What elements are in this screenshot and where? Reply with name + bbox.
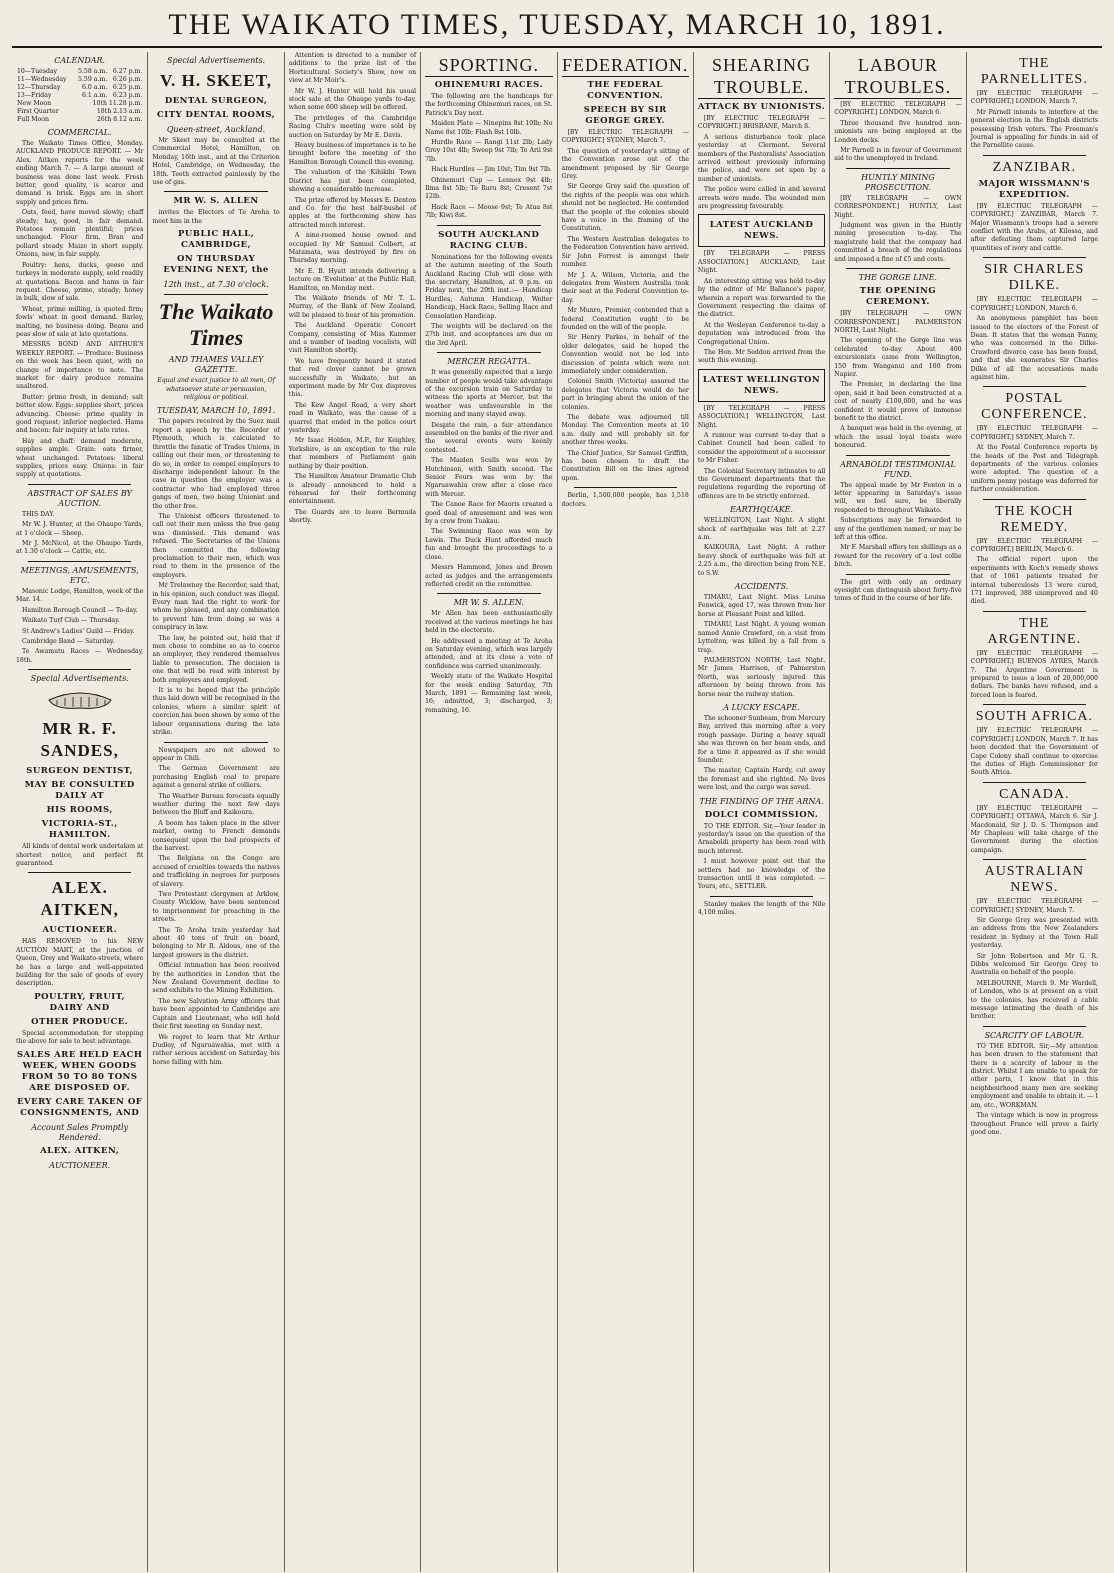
scarcity-heading: SCARCITY OF LABOUR. bbox=[984, 1030, 1085, 1040]
huntly-paragraph: [BY TELEGRAPH — OWN CORRESPONDENT.] HUNTLY, Last Night. bbox=[834, 194, 962, 219]
federation-sub1: THE FEDERAL CONVENTION. bbox=[587, 80, 664, 101]
postal-heading: POSTAL CONFERENCE. bbox=[981, 391, 1088, 423]
handicap-item: The following are the handicaps for the forthcoming Ohinemuri races, on St. Patrick's Day next. bbox=[425, 93, 553, 117]
column-8 bbox=[967, 52, 1102, 1572]
allen-notice-venue: PUBLIC HALL, CAMBRIDGE, bbox=[177, 229, 255, 251]
escape-text bbox=[698, 715, 825, 793]
shearing-heading: SHEARING TROUBLE. bbox=[698, 54, 825, 99]
skeet-text: Mr Skeet may be consulted at the Commercial Hotel, Hamilton, on Monday, 16th inst., and at the Criterion Hotel, Cambridge, on Wednesday, the 18th. Teeth extracted painlessly by the use of gas. bbox=[152, 137, 280, 187]
moon-row-cell: First Quarter bbox=[17, 108, 59, 115]
wellington-news-box bbox=[698, 369, 825, 402]
aitken-accounts: Account Sales Promptly Rendered. bbox=[31, 1122, 129, 1142]
special-ads-heading-2: Special Advertisements. bbox=[166, 56, 266, 65]
arnaboldi-text bbox=[834, 482, 961, 570]
shearing-text bbox=[698, 134, 825, 212]
federation-paragraph: Mr J. A. Wilson, Victoria, and the delegates from Western Australia took their seat at the Federal Convention to-day. bbox=[561, 271, 689, 304]
parnellites-heading: THE PARNELLITES. bbox=[980, 56, 1088, 87]
auckland-news-heading: LATEST AUCKLAND NEWS. bbox=[709, 220, 814, 242]
escape-heading: A LUCKY ESCAPE. bbox=[723, 702, 800, 712]
aitken-sign-name: ALEX. AITKEN, bbox=[40, 1145, 120, 1156]
district-brief: The Waikato friends of Mr T. L. Murray, of the Bank of New Zealand, will be pleased to hear of his promotion. bbox=[288, 294, 417, 319]
south-africa-heading: SOUTH AFRICA. bbox=[975, 709, 1093, 725]
column-5 bbox=[558, 52, 694, 1572]
news-briefs bbox=[152, 747, 279, 1068]
commercial-paragraph: Poultry: hens, ducks, geese and turkeys in moderate supply, sold readily at quotations. Bacon and hams in fair request. Cheese, prime, steady; honey in bulk, slow of sale. bbox=[16, 261, 144, 303]
arnaboldi-heading: ARNABOLDI TESTIMONIAL FUND. bbox=[840, 459, 956, 479]
district-brief: A nine-roomed house owned and occupied by Mr Samuel Colbert, at Matamata, was destroyed by fire on Thursday morning. bbox=[288, 232, 417, 265]
dilke-heading: SIR CHARLES DILKE. bbox=[984, 262, 1085, 294]
aitken-sign-role: AUCTIONEER. bbox=[49, 1160, 111, 1170]
australian-news-heading: AUSTRALIAN NEWS. bbox=[984, 864, 1085, 896]
meetings-list bbox=[16, 588, 143, 665]
canada-text: [BY ELECTRIC TELEGRAPH — COPYRIGHT.] OTTAWA, March 6. Sir J. Macdonald, Sir J. D. S. Thompson and Mr Chapleau will take charge of the Government during the election campaign. bbox=[970, 804, 1098, 854]
postal-dateline: [BY ELECTRIC TELEGRAPH — COPYRIGHT.] SYDNEY, March 7. bbox=[970, 425, 1098, 441]
accident-paragraph: TIMARU, Last Night. Miss Louisa Fenwick, aged 17, was thrown from her horse at Pleasant Point and killed. bbox=[697, 594, 826, 618]
allen-paragraph: He addressed a meeting at Te Aroha on Saturday evening, which was largely attended, and at its close a vote of confidence was carried unanimously. bbox=[425, 637, 553, 670]
wellington-news-heading: LATEST WELLINGTON NEWS. bbox=[702, 374, 821, 396]
canada-heading: CANADA. bbox=[999, 786, 1070, 802]
gorge-heading: THE GORGE LINE. bbox=[858, 273, 938, 283]
mercer-paragraph: The Canoe Race for Maoris created a good deal of amusement and was won by a crew from Tuakau. bbox=[425, 501, 553, 526]
dentist-note: All kinds of dental work undertaken at shortest notice, and perfect fit guaranteed. bbox=[16, 843, 144, 867]
dilke-dateline: [BY ELECTRIC TELEGRAPH — COPYRIGHT.] LONDON, March 6. bbox=[970, 296, 1098, 312]
huntly-heading: HUNTLY MINING PROSECUTION. bbox=[861, 172, 935, 192]
accidents-text bbox=[698, 594, 825, 699]
ohinemuri-handicaps bbox=[425, 93, 552, 221]
editorial-paragraph: The Unionist officers threatened to call out their men unless the free gang was dismissed. This demand was refused. The Secretaries of the Unions then committed the following proclamation to their men, which was read to them in the presence of the employers. bbox=[152, 512, 280, 579]
commercial-paragraph: The Waikato Times Office, Monday. AUCKLAND PRODUCE REPORT. — Mr Alex. Aitken reports for the week ending March 7. — A large amount of business was done last week. Fresh butter, good quality, is scarce and demand is brisk. Eggs are in short supply and prices firm. bbox=[16, 140, 144, 206]
moon-row-cell: 10th 11.28 p.m. bbox=[92, 100, 143, 107]
racing-paragraph: Nominations for the following events at the autumn meeting of the South Auckland Racing Club will close with the secretary, Hamilton, at 9 p.m. on Friday next, the 20th inst.:— Handicap Hurdles, Autumn Handicap, Welter Handicap, Hack Race, Selling Race and Consolation Handicap. bbox=[425, 253, 553, 320]
calendar-row-cell: 6.23 p.m. bbox=[112, 92, 143, 99]
aitken-produce-1: POULTRY, FRUIT, DAIRY AND bbox=[34, 991, 126, 1013]
australian-paragraph: Sir George Grey was presented with an address from the New Zealanders resident in Sydney at the Town Hall yesterday. bbox=[970, 916, 1098, 950]
labour-dateline: [BY ELECTRIC TELEGRAPH — COPYRIGHT.] LONDON, March 6. bbox=[834, 101, 962, 117]
ohinemuri-heading: OHINEMURI RACES. bbox=[434, 80, 543, 90]
zanzibar-text: [BY ELECTRIC TELEGRAPH — COPYRIGHT.] ZANZIBAR, March 7. Major Wissmann's troops had a severe conflict with the Arabs, at Kilossa, and after defeating them captured large quantities of ivory and cattle. bbox=[970, 202, 1098, 252]
calendar-row bbox=[16, 84, 143, 92]
commercial-paragraph: Butter: prime fresh, in demand; salt butter slow. Eggs: supplies short, prices advancing. Cheese: prime quality in good request; inferior neglected. Hams and bacon: fair inquiry at late rates. bbox=[16, 393, 144, 435]
news-brief: A boom has taken place in the silver market, owing to French demands consequent upon the bad prospects of the harvest. bbox=[152, 819, 280, 852]
district-brief: The privileges of the Cambridge Racing Club's meeting were sold by auction on Saturday by Mr E. Davis. bbox=[288, 114, 417, 139]
editorial-paragraph: It is to be hoped that the principle thus laid down will be recognised in the colonies, where a similar spirit of coercion has been shown by some of the labour organisations during the late strike. bbox=[152, 687, 280, 737]
labour-heading: LABOUR TROUBLES. bbox=[834, 54, 961, 99]
meeting-item: Cambridge Band — Saturday. bbox=[22, 637, 115, 645]
allen-text bbox=[425, 610, 552, 715]
allen-paragraph: Mr Allen has been enthusiastically received at the various meetings he has held in the electorate. bbox=[425, 610, 553, 635]
calendar-row-cell: 12—Thursday bbox=[17, 84, 61, 91]
district-brief: We have frequently heard it stated that red clover cannot be grown successfully in Waikato, but an experiment made by Mr Cox disproves this. bbox=[288, 357, 417, 399]
abstract-item: Mr J. McNicol, at the Ohaupo Yards, at 1.30 o'clock — Cattle, etc. bbox=[16, 540, 144, 556]
district-briefs bbox=[289, 52, 416, 526]
auckland-paragraph: An interesting sitting was held to-day by the editor of Mr Ballance's paper, wherein a report was forwarded to the Government respecting the claims of the district. bbox=[697, 277, 826, 319]
escape-paragraph: The schooner Sunbeam, from Mercury Bay, arrived this morning after a very rough passage. During a heavy squall she was thrown on her beam ends, and for a time it appeared as if she would founder. bbox=[697, 714, 826, 764]
federation-text bbox=[562, 148, 689, 483]
zanzibar-sub: MAJOR WISSMANN'S EXPEDITION. bbox=[978, 178, 1090, 200]
eyesight-footer: The girl with only an ordinary eyesight can distinguish about forty-five tones of fluid in the course of her life. bbox=[834, 578, 962, 603]
federation-paragraph: The question of yesterday's sitting of the Convention arose out of the amendment proposed by Sir George Grey. bbox=[561, 147, 689, 181]
district-brief: The Auckland Operatic Concert Company, consisting of Miss Kummer and a number of leading vocalists, will visit Hamilton shortly. bbox=[288, 322, 417, 355]
meetings-heading: MEETINGS, AMUSEMENTS, ETC. bbox=[20, 565, 139, 585]
mercer-paragraph: Messrs Hammond, Jones and Brown acted as judges and the arrangements reflected credit on the committee. bbox=[425, 564, 553, 588]
moon-table bbox=[16, 100, 143, 124]
federation-paragraph: Colonel Smith (Victoria) assured the delegates that Victoria would do her part in bringing about the union of the colonies. bbox=[561, 378, 689, 411]
mercer-paragraph: The Swimming Race was won by Lewis. The Duck Hunt afforded much fun and brought the proceedings to a close. bbox=[425, 528, 553, 561]
handicap-item: Hurdle Race — Rangi 11st 2lb; Lady Grey 10st 4lb; Sweep 9st 7lb; Te Arii 9st 7lb. bbox=[425, 139, 553, 163]
dentist-title: SURGEON DENTIST, bbox=[26, 766, 134, 777]
gorge-paragraph: [BY TELEGRAPH — OWN CORRESPONDENT.] PALMERSTON NORTH, Last Night. bbox=[834, 310, 962, 334]
koch-heading: THE KOCH REMEDY. bbox=[995, 503, 1074, 535]
news-brief: The Weather Bureau forecasts equally weather during the next few days between the Bluff and Kaikoura. bbox=[152, 792, 280, 817]
auckland-news-text bbox=[698, 278, 825, 366]
news-brief: Two Protestant clergymen at Arklow, County Wicklow, have been sentenced to imprisonment for preaching in the streets. bbox=[152, 891, 280, 924]
commercial-heading: COMMERCIAL. bbox=[47, 128, 112, 137]
abstract-heading: ABSTRACT OF SALES BY AUCTION. bbox=[27, 488, 132, 508]
district-brief: The valuation of the Kihikihi Town District has just been completed, showing a considerable increase. bbox=[288, 169, 417, 194]
wellington-paragraph: A rumour was current to-day that a Cabinet Council had been called to consider the appointment of a successor to Mr Fisher. bbox=[697, 431, 826, 465]
editorial bbox=[152, 418, 279, 737]
argentine-text: [BY ELECTRIC TELEGRAPH — COPYRIGHT.] BUENOS AYRES, March 7. The Argentine Government is prepared to issue a loan of 20,000,000 dollars. The banks have refused, and a forced loan is feared. bbox=[970, 649, 1098, 699]
wellington-paragraph: The Colonial Secretary intimates to all the Government departments that the regulations regarding the reporting of offences are to be strictly enforced. bbox=[697, 467, 826, 500]
arna-sub: DOLCI COMMISSION. bbox=[704, 809, 819, 820]
calendar-row-cell: 6.0 a.m. bbox=[81, 84, 108, 91]
parnellites-dateline: [BY ELECTRIC TELEGRAPH — COPYRIGHT.] LONDON, March 7. bbox=[970, 90, 1098, 106]
federation-paragraph: Mr Munro, Premier, contended that a federal Constitution ought to be founded on the will of the people. bbox=[561, 307, 689, 331]
australian-paragraph: MELBOURNE, March 9. Mr Wardell, of London, who is at present on a visit to the colonies, has received a cable message intimating the death of his brother. bbox=[970, 979, 1098, 1021]
skeet-title: DENTAL SURGEON, bbox=[164, 96, 268, 106]
calendar-row-cell: 10—Tuesday bbox=[17, 68, 58, 75]
scarcity-text bbox=[971, 1043, 1098, 1137]
shearing-paragraph: A serious disturbance took place yesterday at Clermont. Several members of the Pastoralists' Association arrived without previously informing the police, and were set upon by a number of unionists. bbox=[697, 133, 826, 183]
allen-notice-text: invites the Electors of Te Aroha to meet him in the bbox=[152, 209, 280, 225]
calendar-row-cell: 6.25 p.m. bbox=[112, 84, 143, 91]
federation-dateline: [BY ELECTRIC TELEGRAPH — COPYRIGHT.] SYDNEY, March 7. bbox=[561, 129, 689, 145]
meeting-item: St Andrew's Ladies' Guild — Friday. bbox=[22, 627, 135, 635]
calendar-row bbox=[16, 92, 143, 100]
column-7 bbox=[830, 52, 966, 1572]
sporting-heading: SPORTING. bbox=[425, 54, 552, 77]
auckland-paragraph: At the Wesleyan Conference to-day a deputation was introduced from the Congregational Union. bbox=[697, 321, 826, 346]
arna-text bbox=[698, 823, 825, 892]
moon-row-cell: 26th 8.12 a.m. bbox=[96, 116, 143, 123]
postal-text: At the Postal Conference reports by the heads of the Post and Telegraph departments of the various colonies were adopted. The question of a uniform penny postage was deferred for further consideration. bbox=[970, 444, 1098, 494]
calendar-row-cell: 6.27 p.m. bbox=[112, 68, 143, 75]
south-africa-text: [BY ELECTRIC TELEGRAPH — COPYRIGHT.] LONDON, March 7. It has been decided that the Government of Cape Colony shall continue to exercise the duties of High Commissioner for South Africa. bbox=[970, 727, 1098, 777]
commercial-paragraph: MESSRS BOND AND ARTHUR'S WEEKLY REPORT. — Produce: Business on the week has been quiet, with no change of importance to note. The market for dairy produce remains unaltered. bbox=[16, 341, 144, 391]
district-brief: Mr E. B. Hyatt intends delivering a lecture on 'Evolution' at the Public Hall, Hamilton, on Monday next. bbox=[288, 267, 417, 292]
special-ads-heading: Special Advertisements. bbox=[30, 674, 129, 684]
federation-footer: Berlin, 1,500,000 people, has 1,518 doctors. bbox=[561, 492, 689, 508]
calendar-row-cell: 6.26 p.m. bbox=[112, 76, 143, 83]
news-brief: Newspapers are not allowed to appear in Chili. bbox=[152, 746, 280, 762]
commercial-report bbox=[16, 140, 143, 480]
federation-sub2: SPEECH BY SIR GEORGE GREY. bbox=[583, 105, 667, 126]
aitken-name: ALEX. AITKEN, bbox=[40, 878, 119, 920]
column-6 bbox=[694, 52, 830, 1572]
arnaboldi-paragraph: The appeal made by Mr Fenton in a letter appearing in Saturday's issue will, we feel sure, be liberally responded to throughout Waikato. bbox=[834, 481, 962, 514]
calendar-row-cell: 6.1 a.m. bbox=[81, 92, 108, 99]
huntly-paragraph: Judgment was given in the Huntly mining prosecution to-day. The magistrate held that the company had committed a breach of the regulations and imposed a fine of £5 and costs. bbox=[834, 222, 962, 263]
federation-paragraph: Sir Henry Parkes, in behalf of the older delegates, said he hoped the Convention would not be led into discussion of points which were not immediately under consideration. bbox=[561, 334, 689, 375]
meeting-item: Masonic Lodge, Hamilton, week of the Mar. 14. bbox=[16, 587, 144, 604]
scarcity-paragraph: TO THE EDITOR. Sir,—My attention has been drawn to the statement that there is a scarcity of labour in the district. Whilst I am unable to speak for other parts, I know that in this neighbourhood many men are seeking employment and unable to obtain it. — I am, etc., WORKMAN. bbox=[970, 1042, 1098, 1109]
dentist-address: VICTORIA-ST., HAMILTON. bbox=[41, 819, 118, 841]
allen-paragraph: Weekly state of the Waikato Hospital for the week ending Saturday, 7th March, 1891 — Remaining last week, 16; admitted, 3; discharged, 3; remaining, 16. bbox=[425, 673, 553, 714]
editorial-dateline: TUESDAY, MARCH 10, 1891. bbox=[156, 406, 276, 416]
paper-title: The Waikato Times bbox=[158, 299, 274, 351]
district-brief: Attention is directed to a number of additions to the prize list of the Horticultural Society's Show, now on view at Mr Moir's. bbox=[288, 52, 417, 85]
gorge-text bbox=[834, 310, 961, 451]
labour-text bbox=[834, 120, 961, 164]
shearing-dateline: [BY ELECTRIC TELEGRAPH — COPYRIGHT.] BRISBANE, March 8. bbox=[697, 115, 826, 131]
handicap-item: Ohinemuri Cup — Lennox 9st 4lb; Ilma 8st 5lb; Te Ruru 8st; Cresent 7st 12lb. bbox=[425, 176, 553, 201]
escape-paragraph: The master, Captain Hardy, cut away the foremast and she righted. No lives were lost, and the cargo was saved. bbox=[697, 767, 826, 792]
dentures-icon bbox=[45, 688, 115, 714]
wellington-news-text bbox=[698, 432, 825, 501]
commercial-paragraph: Oats, feed, have moved slowly; chaff steady; hay, good, in fair demand. Potatoes remain plentiful; prices unchanged. Flour firm. Bran and pollard steady. Maize in short supply. Onions, new, in fair supply. bbox=[16, 209, 144, 259]
zanzibar-heading: ZANZIBAR. bbox=[992, 159, 1076, 175]
meeting-item: Te Awamutu Races — Wednesday, 18th. bbox=[16, 648, 144, 664]
allen-notice-time: 12th inst., at 7.30 o'clock. bbox=[163, 280, 269, 290]
column-1 bbox=[12, 52, 148, 1572]
handicap-item: Hack Hurdles — Jim 10st; Tim 9st 7lb. bbox=[431, 166, 552, 174]
mercer-paragraph: It was generally expected that a large number of people would take advantage of the excursion train on Saturday to witness the sports at Mercer, but the weather was unfavourable in the morning and many stayed away. bbox=[425, 369, 553, 419]
arnaboldi-paragraph: Mr F. Marshall offers ten shillings as a reward for the recovery of a lost collie bitch. bbox=[834, 544, 962, 569]
news-brief: The new Salvation Army officers that have been appointed to Cambridge are Captain and Lieutenant, who will hold their first meeting on Sunday next. bbox=[152, 997, 280, 1031]
skeet-address: Queen-street, Auckland. bbox=[166, 125, 266, 134]
accidents-heading: ACCIDENTS. bbox=[734, 582, 789, 592]
south-auckland-text bbox=[425, 254, 552, 348]
calendar-row-cell: 5.59 a.m. bbox=[78, 76, 108, 83]
koch-text: The official report upon the experiments with Koch's remedy shows that of 1061 patients treated for internal tuberculosis 13 were cured, 171 improved, 388 unimproved and 40 died. bbox=[970, 556, 1098, 606]
news-brief: The Belgians on the Congo are accused of cruelties towards the natives and trafficking in negroes for purposes of slavery. bbox=[152, 855, 280, 888]
district-brief: The Hamilton Amateur Dramatic Club is already announced to hold a rehearsal for their forthcoming entertainment. bbox=[288, 473, 417, 506]
skeet-name: V. H. SKEET, bbox=[160, 71, 273, 90]
meeting-item: Hamilton Borough Council — To-day. bbox=[22, 606, 138, 614]
district-brief: The prize offered by Messrs E. Denton and Co. for the best half-bushel of apples at the forthcoming show has attracted much interest. bbox=[288, 196, 417, 229]
federation-paragraph: The Western Australian delegates to the Federation Convention have arrived. Sir John Forrest is amongst their number. bbox=[561, 235, 689, 269]
gorge-paragraph: The Premier, in declaring the line open, said it had been constructed at a cost of nearly £100,000, and he was confident it would prove of immense benefit to the district. bbox=[834, 381, 962, 422]
racing-paragraph: The weights will be declared on the 27th inst. and acceptances are due on the 3rd April. bbox=[425, 322, 553, 347]
calendar-row bbox=[16, 68, 143, 76]
calendar-row-cell: 11—Wednesday bbox=[17, 76, 67, 83]
abstract-item: THIS DAY. bbox=[22, 510, 55, 518]
abstract-item: Mr W. J. Hunter, at the Ohaupo Yards, at 1 o'clock — Sheep. bbox=[16, 521, 144, 537]
district-brief: The Guards are to leave Bermuda shortly. bbox=[288, 508, 417, 525]
column-4 bbox=[421, 52, 557, 1572]
mercer-paragraph: Despite the rain, a fair attendance assembled on the banks of the river and the several events were keenly contested. bbox=[425, 421, 553, 454]
dentist-consult: MAY BE CONSULTED DAILY AT bbox=[24, 780, 135, 802]
arna-paragraph: I must however point out that the settlers had no knowledge of the transaction until it was completed. — Yours, etc., SETTLER. bbox=[697, 858, 826, 891]
mercer-paragraph: The Maiden Sculls was won by Hutchinson, with Smith second. The Senior Fours was won by the Ngaruawahia crew after a close race with Mercer. bbox=[425, 457, 553, 498]
federation-paragraph: Sir George Grey said the question of the rights of the people was one which should not be neglected. He contended that the people of the colonies should have a voice in the framing of the Constitution. bbox=[561, 183, 689, 233]
district-brief: Mr Isaac Holden, M.P., for Keighley, Yorkshire, is an exception to the rule that members of Parliament gain nothing by their position. bbox=[288, 437, 417, 470]
mercer-heading: MERCER REGATTA. bbox=[447, 357, 531, 367]
moon-row bbox=[16, 116, 143, 124]
moon-row-cell: 18th 2.13 a.m. bbox=[96, 108, 143, 115]
accident-paragraph: TIMARU, Last Night. A young woman named Annie Crawford, on a visit from Lyttelton, was killed by a fall from a trap. bbox=[697, 621, 826, 654]
editorial-paragraph: The papers received by the Suez mail report a speech by the Recorder of Plymouth, which is calculated to throttle the fanatic of Trades Unions, in calling out their men, or threatening to do so, in order to compel employers to discharge independent labour. In the case in question the employer was a contractor who had employed three gangs of men, two being Unionist and the other free. bbox=[152, 418, 280, 510]
district-brief: The Kew Angel Road, a very short road in Waikato, was the cause of a quarrel that ended in the police court yesterday. bbox=[288, 401, 417, 435]
aitken-role: AUCTIONEER. bbox=[42, 925, 118, 936]
australian-paragraph: [BY ELECTRIC TELEGRAPH — COPYRIGHT.] SYDNEY, March 7. bbox=[970, 898, 1098, 914]
shearing-sub: ATTACK BY UNIONISTS. bbox=[697, 102, 826, 112]
allen-notice-name: MR W. S. ALLEN bbox=[173, 196, 259, 207]
aitken-text: HAS REMOVED to his NEW AUCTION MART, at the junction of Queen, Grey and Waikato-streets, where he has a large and well-appointed building for the sale of goods of every description. bbox=[16, 938, 144, 988]
wellington-dateline: [BY TELEGRAPH — PRESS ASSOCIATION.] WELLINGTON, Last Night. bbox=[697, 404, 826, 429]
news-brief: Official intimation has been received by the authorities in London that the New Zealand Government decline to send exhibits to the Mining Exhibition. bbox=[152, 962, 280, 995]
calendar-row bbox=[16, 76, 143, 84]
moon-row bbox=[16, 100, 143, 108]
earthquake-text bbox=[698, 517, 825, 578]
huntly-text bbox=[834, 195, 961, 264]
federation-heading: FEDERATION. bbox=[561, 55, 689, 75]
labour-paragraph: Mr Parnell is in favour of Government aid to the unemployed in Ireland. bbox=[834, 147, 962, 163]
moon-row-cell: Full Moon bbox=[17, 116, 49, 123]
gorge-paragraph: The opening of the Gorge line was celebrated to-day. About 400 excursionists came from Wellington, 150 from Wanganui and 100 from Napier. bbox=[834, 337, 962, 378]
meeting-item: Waikato Turf Club — Thursday. bbox=[22, 617, 120, 625]
calendar-row-cell: 5.58 a.m. bbox=[78, 68, 108, 75]
earthquake-paragraph: KAIKOURA, Last Night. A rather heavy shock of earthquake was felt at 2.25 a.m., the direction being from N.E. to S.W. bbox=[697, 544, 826, 577]
arna-heading: THE FINDING OF THE ARNA. bbox=[699, 796, 824, 806]
earthquake-heading: EARTHQUAKE. bbox=[730, 505, 794, 515]
gorge-sub: THE OPENING CEREMONY. bbox=[859, 286, 937, 308]
auckland-news-box bbox=[698, 214, 825, 247]
scarcity-paragraph: The vintage which is now in progress throughout France will prove a fairly good one. bbox=[970, 1112, 1098, 1136]
south-auckland-heading: SOUTH AUCKLAND RACING CLUB. bbox=[438, 229, 540, 251]
koch-dateline: [BY ELECTRIC TELEGRAPH — COPYRIGHT.] BERLIN, March 6. bbox=[970, 537, 1098, 553]
dentist-rooms: HIS ROOMS, bbox=[46, 805, 113, 816]
commercial-paragraph: Wheat, prime milling, is quoted firm; fowls' wheat in good demand. Barley, malting, no business doing. Beans and peas slow of sale at late quotations. bbox=[16, 305, 144, 338]
paper-subtitle: AND THAMES VALLEY GAZETTE. bbox=[168, 355, 264, 375]
calendar-table bbox=[16, 68, 143, 100]
aitken-note: Special accommodation for stopping the above for sale to best advantage. bbox=[16, 1029, 144, 1046]
district-brief: Mr W. J. Hunter will hold his usual stock sale at the Ohaupo yards to-day, when some 600 sheep will be offered. bbox=[288, 87, 417, 112]
calendar-heading: CALENDAR. bbox=[54, 56, 106, 65]
labour-paragraph: Three thousand five hundred non-unionists are being employed at the London docks. bbox=[834, 119, 962, 144]
handicap-item: Hack Race — Moose 9st; Te Atua 8st 7lb; Kiwi 8st. bbox=[425, 203, 553, 220]
district-brief: Heavy business of importance is to be brought before the meeting of the Hamilton Borough Council this evening. bbox=[288, 142, 417, 166]
earthquake-paragraph: WELLINGTON, Last Night. A slight shock of earthquake was felt at 2.27 a.m. bbox=[697, 517, 826, 542]
federation-paragraph: The Chief Justice, Sir Samuel Griffith, has been chosen to draft the Constitution Bill on the lines agreed upon. bbox=[561, 449, 689, 482]
shearing-paragraph: The police were called in and several arrests were made. The wounded men are progressing favourably. bbox=[697, 186, 826, 211]
australian-paragraph: Sir John Robertson and Mr G. R. Dibbs welcomed Sir George Grey to Australia on behalf of the people. bbox=[970, 952, 1098, 977]
arnaboldi-paragraph: Subscriptions may be forwarded to any of the gentlemen named, or may be left at this office. bbox=[834, 517, 962, 542]
accident-paragraph: PALMERSTON NORTH, Last Night. Mr James Harrison, of Palmerston North, was seriously injured this afternoon by being thrown from his horse near the railway station. bbox=[697, 656, 826, 698]
editorial-paragraph: The law, he pointed out, held that if men chose to combine so as to coerce an employer, they rendered themselves liable to prosecution. The decision is one that will be read with interest by both employers and employed. bbox=[152, 634, 280, 684]
allen-heading: MR W. S. ALLEN. bbox=[453, 598, 524, 608]
moon-row bbox=[16, 108, 143, 116]
news-brief: We regret to learn that Mr Arthur Dudley, of Ngaruawahia, met with a rather serious accident on Saturday, his horse falling with him. bbox=[152, 1033, 280, 1066]
column-3 bbox=[285, 52, 421, 1572]
australian-news-text bbox=[971, 898, 1098, 1022]
calendar-row-cell: 13—Friday bbox=[17, 92, 52, 99]
paper-motto: Equal and exact justice to all men, Of whatsoever state or persuasion, religious or political. bbox=[157, 377, 275, 402]
news-brief: The Te Aroha train yesterday had about 40 tons of fruit on board, belonging to Mr R. Aldous, one of the largest growers in the district. bbox=[152, 926, 280, 959]
mercer-text bbox=[425, 369, 552, 589]
column-2 bbox=[148, 52, 284, 1572]
moon-row-cell: New Moon bbox=[17, 100, 52, 107]
aitken-consign: EVERY CARE TAKEN OF CONSIGNMENTS, AND bbox=[17, 1096, 143, 1118]
argentine-heading: THE ARGENTINE. bbox=[987, 615, 1082, 647]
editorial-paragraph: Mr Trelawney the Recorder, said that, in his opinion, such conduct was illegal. Every man had the right to work for whom he pleased, and any combination to prevent him from doing so was a conspiracy in law. bbox=[152, 582, 280, 632]
parnellites-text: Mr Parnell intends to interfere at the general election in the English districts possessing Irish voters. The Freeman's Journal is appealing for funds in aid of the Parnellite cause. bbox=[970, 108, 1098, 150]
aitken-produce-2: OTHER PRODUCE. bbox=[31, 1016, 129, 1027]
abstract-sales bbox=[16, 511, 143, 557]
federation-paragraph: The debate was adjourned till Monday. The Convention meets at 10 a.m. daily and will probably sit for another three weeks. bbox=[561, 414, 689, 447]
columns bbox=[12, 52, 1102, 1572]
allen-notice-when: ON THURSDAY EVENING NEXT, the bbox=[163, 254, 269, 276]
skeet-rooms: CITY DENTAL ROOMS, bbox=[156, 110, 276, 120]
aitken-sales: SALES ARE HELD EACH WEEK, WHEN GOODS FROM 50 TO 80 TONS ARE DISPOSED OF. bbox=[16, 1049, 143, 1093]
auckland-dateline: [BY TELEGRAPH — PRESS ASSOCIATION.] AUCKLAND, Last Night. bbox=[697, 250, 826, 275]
gorge-paragraph: A banquet was held in the evening, at which the usual loyal toasts were honoured. bbox=[834, 425, 962, 450]
dentist-name: MR R. F. SANDES, bbox=[40, 719, 119, 761]
news-brief: The German Government are purchasing English coal to prepare against a general strike of colliers. bbox=[152, 765, 280, 790]
dilke-text: An anonymous pamphlet has been issued to the electors of the Forest of Dean. It states that the woman Fanny, who was concerned in the Dilke-Crawford divorce case has been found, and that she exonerates Sir Charles Dilke of all the accusations made against him. bbox=[970, 315, 1098, 381]
masthead: THE WAIKATO TIMES, TUESDAY, MARCH 10, 1891. bbox=[12, 8, 1102, 48]
handicap-item: Maiden Plate — Ninepins 8st 10lb; No Name 8st 10lb; Flash 8st 10lb. bbox=[425, 120, 553, 136]
nile-footer: Stanley makes the length of the Nile 4,100 miles. bbox=[697, 900, 826, 917]
commercial-paragraph: Hay and chaff: demand moderate, supplies ample. Grain: oats firmer, wheat unchanged. Potatoes: liberal supplies, prices easy. Onions: in fair supply at quotations. bbox=[16, 437, 144, 479]
auckland-paragraph: The Hon. Mr Seddon arrived from the south this evening. bbox=[697, 348, 826, 365]
arna-paragraph: TO THE EDITOR. Sir,—Your leader in yesterday's issue on the question of the Arnaboldi property has been read with much interest. bbox=[697, 822, 826, 855]
